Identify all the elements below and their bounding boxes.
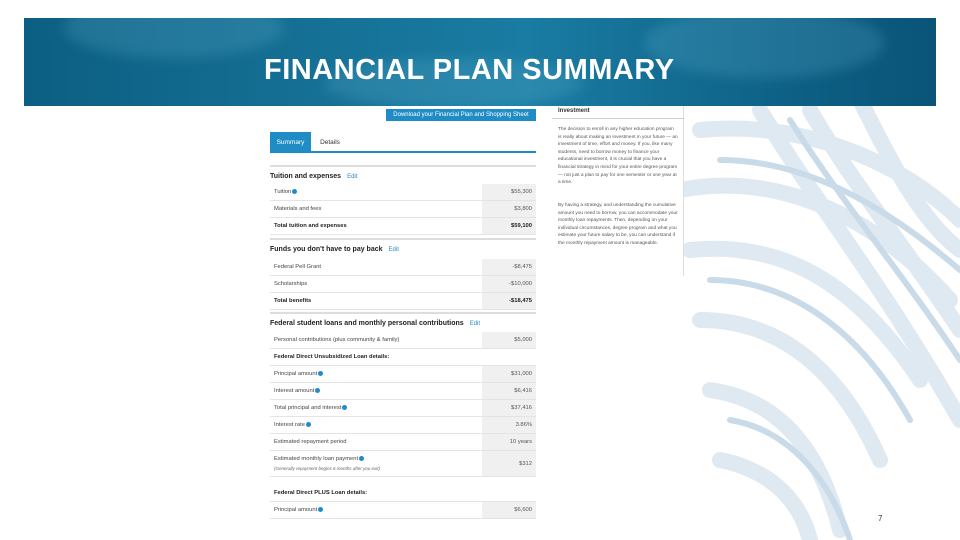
- row-label: Tuition: [274, 189, 292, 195]
- row-label: Total benefits: [274, 298, 312, 304]
- row-label-wrap: [274, 383, 320, 400]
- row-label-wrap: [274, 417, 311, 434]
- row-value: -$18,475: [482, 293, 536, 309]
- embedded-screenshot: [262, 106, 684, 520]
- row-label: Scholarships: [274, 281, 308, 287]
- tab-bar: [270, 132, 536, 153]
- row-value: $31,000: [482, 366, 536, 382]
- section-title: Funds you don't have to pay back: [270, 246, 383, 253]
- section-title: Tuition and expenses: [270, 173, 342, 180]
- table-subheading: [270, 349, 536, 366]
- row-label: Estimated repayment period: [274, 439, 347, 445]
- row-value: $6,416: [482, 383, 536, 399]
- row-label: Federal Direct Unsubsidized Loan details:: [274, 354, 390, 360]
- section-heading-loans: [270, 312, 536, 327]
- table-row: [270, 502, 536, 519]
- row-label-wrap: [274, 502, 323, 519]
- summary-panel: [262, 106, 536, 520]
- row-value: $55,300: [482, 184, 536, 200]
- row-value: $3,800: [482, 201, 536, 217]
- table-row: [270, 366, 536, 383]
- row-value: 10 years: [482, 434, 536, 450]
- download-plan-button[interactable]: Download your Financial Plan and Shopping Sheet: [386, 109, 536, 121]
- sidebar-paragraph: The decision to enroll in any higher education program is really about making an investment in your future — an investment of time, effort and money. If you, like many students, need to borrow money to finance your educational investment, it is crucial that you have a financial strategy in mind for your entire degree program — not just a plan to pay for one semester or one year at a time.: [558, 127, 678, 186]
- table-row: [270, 276, 536, 293]
- help-icon[interactable]: [359, 456, 364, 461]
- investment-sidebar: [552, 106, 684, 276]
- table-row: [270, 259, 536, 276]
- help-icon[interactable]: [318, 371, 323, 376]
- tab-summary[interactable]: Summary: [270, 132, 311, 153]
- row-label: Federal Pell Grant: [274, 264, 322, 270]
- row-value: $312: [482, 451, 536, 476]
- table-row: [270, 201, 536, 218]
- row-value: $37,416: [482, 400, 536, 416]
- sidebar-divider: [552, 118, 684, 119]
- row-label: Principal amount: [274, 507, 318, 513]
- help-icon[interactable]: [292, 189, 297, 194]
- page-number: 7: [878, 514, 883, 523]
- row-note: (Generally repayment begins 6 months after you exit): [274, 466, 381, 471]
- row-label-wrap: [274, 366, 323, 383]
- sidebar-paragraph: By having a strategy, and understanding the cumulative amount you need to borrow, you can accommodate your monthly loan repayments. Then, depending on your individual circumstances, degree program and what you estimate your future salary to be, you can understand if the monthly repayment amount is manageable.: [558, 203, 678, 246]
- table-row: [270, 451, 536, 477]
- section-heading-tuition: [270, 165, 536, 180]
- table-row-total: [270, 218, 536, 235]
- edit-funds-link[interactable]: Edit: [388, 247, 399, 253]
- row-value: $59,100: [482, 218, 536, 234]
- row-label: Total tuition and expenses: [274, 223, 347, 229]
- row-value: -$10,000: [482, 276, 536, 292]
- row-label: Materials and fees: [274, 206, 322, 212]
- section-heading-funds: [270, 238, 536, 253]
- table-subheading: [270, 485, 536, 502]
- table-row-total: [270, 293, 536, 310]
- table-row: [270, 184, 536, 201]
- row-label: Total principal and interest: [274, 405, 342, 411]
- row-value: $5,000: [482, 332, 536, 348]
- edit-loans-link[interactable]: Edit: [469, 321, 481, 327]
- row-label: Interest amount: [274, 388, 315, 394]
- table-row: [270, 417, 536, 434]
- row-value: $6,600: [482, 502, 536, 518]
- row-value: 3.86%: [482, 417, 536, 433]
- row-label: Estimated monthly loan payment: [274, 456, 359, 462]
- row-label: Principal amount: [274, 371, 318, 377]
- row-label: Federal Direct PLUS Loan details:: [274, 490, 368, 496]
- table-row: [270, 332, 536, 349]
- help-icon[interactable]: [342, 405, 347, 410]
- table-row: [270, 434, 536, 451]
- section-title: Federal student loans and monthly personal contributions: [270, 320, 464, 327]
- row-label-wrap: [274, 184, 297, 201]
- tab-details[interactable]: Details: [320, 139, 340, 146]
- help-icon[interactable]: [306, 422, 311, 427]
- decorative-swirl-graphic: [660, 100, 960, 540]
- help-icon[interactable]: [315, 388, 320, 393]
- row-label: Personal contributions (plus community & family): [274, 337, 400, 343]
- row-label: Interest rate: [274, 422, 305, 428]
- edit-tuition-link[interactable]: Edit: [347, 174, 358, 180]
- row-label-wrap: [274, 400, 347, 417]
- slide-title: FINANCIAL PLAN SUMMARY: [264, 54, 675, 86]
- row-value: -$8,475: [482, 259, 536, 275]
- table-row: [270, 383, 536, 400]
- table-row: [270, 400, 536, 417]
- help-icon[interactable]: [318, 507, 323, 512]
- row-label-wrap: [274, 454, 380, 474]
- sidebar-title: Investment: [558, 108, 590, 114]
